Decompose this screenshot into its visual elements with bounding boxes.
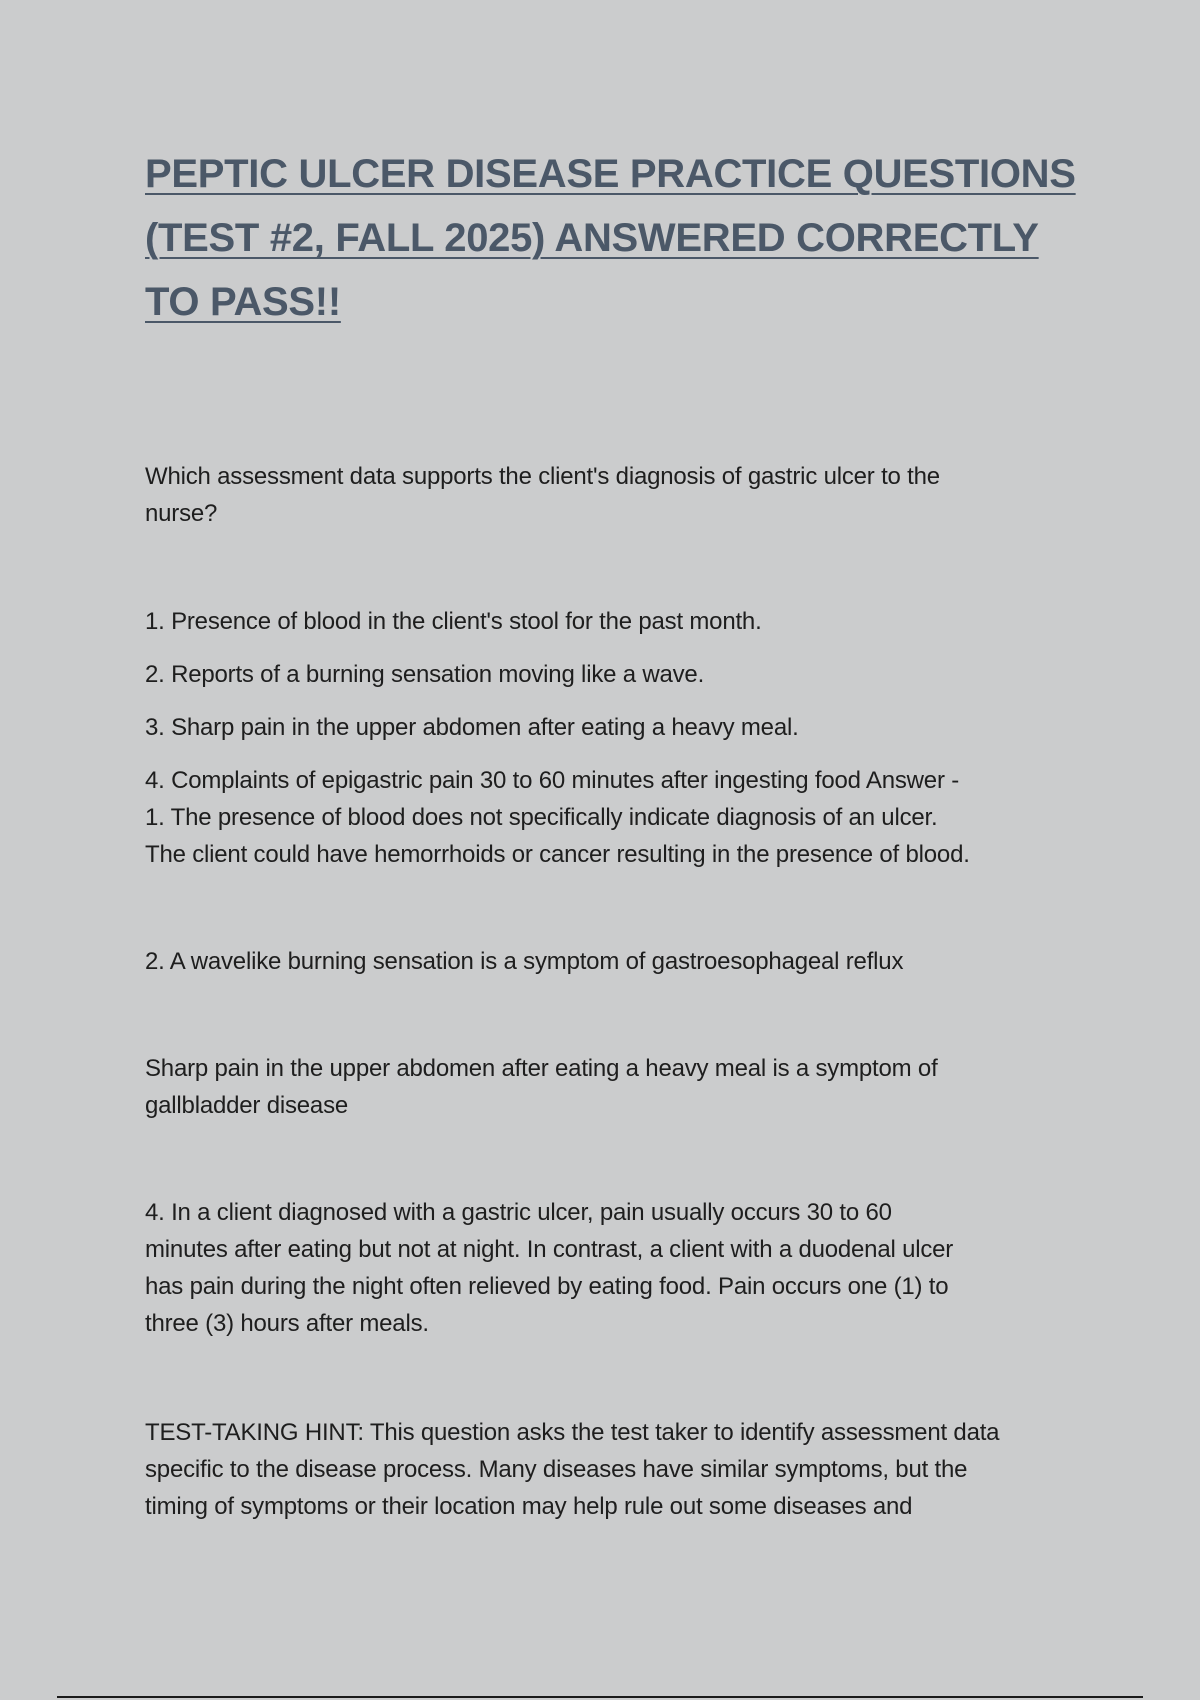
answer-option-1 [145, 603, 1065, 640]
option-answer-line: 1. The presence of blood does not specifically indicate diagnosis of an ulcer. [145, 804, 938, 831]
answer-option-2 [145, 656, 1065, 693]
rationale-line: 4. In a client diagnosed with a gastric ulcer, pain usually occurs 30 to 60 [145, 1199, 892, 1226]
page-bottom-rule [57, 1696, 1143, 1698]
test-taking-hint [145, 1414, 1065, 1525]
page-title [145, 142, 1075, 334]
question-line: nurse? [145, 500, 218, 527]
answer-option-4-with-answer [145, 762, 1065, 873]
rationale-line: gallbladder disease [145, 1092, 349, 1119]
title-line: (TEST #2, FALL 2025) ANSWERED CORRECTLY [145, 216, 1039, 260]
question-text [145, 458, 1065, 532]
option-text: 3. Sharp pain in the upper abdomen after eating a heavy meal. [145, 714, 799, 741]
rationale-line: three (3) hours after meals. [145, 1310, 429, 1337]
rationale-line: minutes after eating but not at night. In contrast, a client with a duodenal ulcer [145, 1236, 954, 1263]
rationale-line: Sharp pain in the upper abdomen after eating a heavy meal is a symptom of [145, 1055, 938, 1082]
hint-line: specific to the disease process. Many diseases have similar symptoms, but the [145, 1456, 968, 1483]
option-text: 2. Reports of a burning sensation moving like a wave. [145, 661, 705, 688]
title-line: TO PASS!! [145, 280, 341, 324]
option-answer-line: 4. Complaints of epigastric pain 30 to 60 minutes after ingesting food Answer - [145, 767, 959, 794]
rationale-4 [145, 1194, 1065, 1342]
question-line: Which assessment data supports the client's diagnosis of gastric ulcer to the [145, 463, 940, 490]
hint-line: timing of symptoms or their location may help rule out some diseases and [145, 1493, 913, 1520]
answer-option-3 [145, 709, 1065, 746]
rationale-line: 2. A wavelike burning sensation is a symptom of gastroesophageal reflux [145, 948, 904, 975]
option-text: 1. Presence of blood in the client's stool for the past month. [145, 608, 762, 635]
rationale-3 [145, 1050, 1065, 1124]
rationale-line: has pain during the night often relieved by eating food. Pain occurs one (1) to [145, 1273, 949, 1300]
option-answer-line: The client could have hemorrhoids or cancer resulting in the presence of blood. [145, 841, 970, 868]
rationale-2 [145, 943, 1065, 980]
hint-line: TEST-TAKING HINT: This question asks the test taker to identify assessment data [145, 1419, 1000, 1446]
title-line: PEPTIC ULCER DISEASE PRACTICE QUESTIONS [145, 152, 1076, 196]
